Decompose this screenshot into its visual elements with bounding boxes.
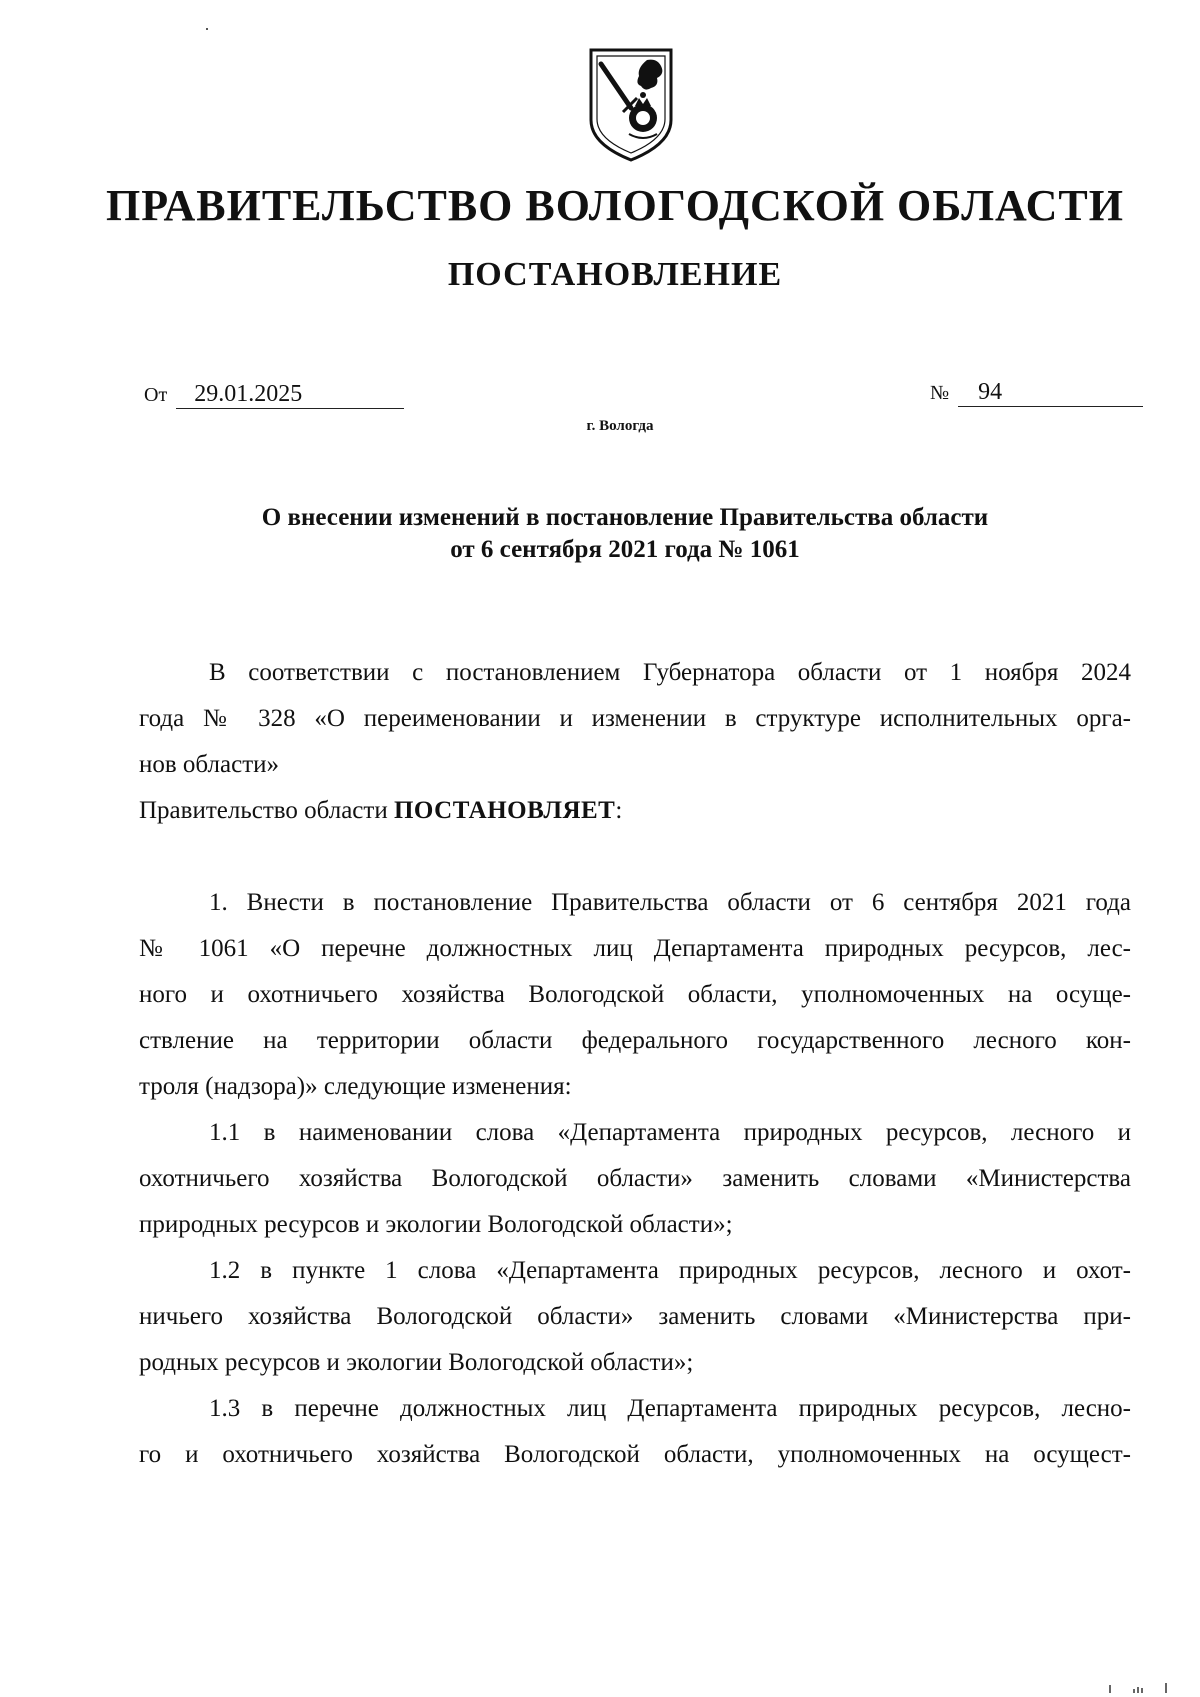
item-1-2 [139,1248,1131,1386]
item-1 [139,880,1131,1110]
text-line: 1. Внести в постановление Правительства области от 6 сентября 2021 года [209,889,1131,916]
subject-line: О внесении изменений в постановление Правительства области [261,504,989,531]
text-line: 1.2 в пункте 1 слова «Департамента природных ресурсов, лесного и охот- [209,1257,1131,1284]
city: г. Вологда [586,418,654,434]
text-line: ного и охотничьего хозяйства Вологодской области, уполномоченных на осуще- [139,981,1131,1008]
text-line: троля (надзора)» следующие изменения: [139,1073,572,1100]
organization-title: ПРАВИТЕЛЬСТВО ВОЛОГОДСКОЙ ОБЛАСТИ [106,181,1124,230]
text-line: ничьего хозяйства Вологодской области» заменить словами «Министерства при- [139,1303,1131,1330]
number-value: 94 [958,378,1143,407]
vologda-coat-of-arms-icon [585,46,677,164]
text-line: ствление на территории области федерального государственного лесного кон- [139,1027,1131,1054]
subject-line: от 6 сентября 2021 года № 1061 [450,536,800,563]
decree-line [139,788,1131,834]
number-label: № [930,382,950,404]
text-line: года № 328 «О переименовании и изменении в структуре исполнительных орга- [139,705,1131,732]
text-line: родных ресурсов и экологии Вологодской области»; [139,1349,694,1376]
document-body [139,650,1131,1478]
date-field [144,380,404,409]
item-1-3 [139,1386,1131,1478]
text-line: природных ресурсов и экологии Вологодской области»; [139,1211,733,1238]
document-subject [0,502,1200,566]
text-line: нов области» [139,751,280,778]
scan-speck [206,28,208,30]
document-type: ПОСТАНОВЛЕНИЕ [447,256,783,293]
text-line: охотничьего хозяйства Вологодской области» заменить словами «Министерства [139,1165,1131,1192]
text-line: 1.3 в перечне должностных лиц Департамента природных ресурсов, лесно- [209,1395,1131,1422]
number-field [930,378,1143,407]
date-label: От [144,384,168,406]
text-line: го и охотничьего хозяйства Вологодской области, уполномоченных на осущест- [139,1441,1131,1468]
date-value: 29.01.2025 [176,380,404,409]
item-1-1 [139,1110,1131,1248]
decree-suffix: : [615,797,623,824]
scan-marks [1108,1683,1168,1693]
decree-word: ПОСТАНОВЛЯЕТ [393,797,616,824]
text-line: № 1061 «О перечне должностных лиц Департамента природных ресурсов, лес- [139,935,1131,962]
decree-prefix: Правительство области [139,797,394,824]
preamble [139,650,1131,788]
text-line: В соответствии с постановлением Губернатора области от 1 ноября 2024 [209,659,1131,686]
text-line: 1.1 в наименовании слова «Департамента природных ресурсов, лесного и [209,1119,1131,1146]
paragraph-gap [139,834,1131,880]
